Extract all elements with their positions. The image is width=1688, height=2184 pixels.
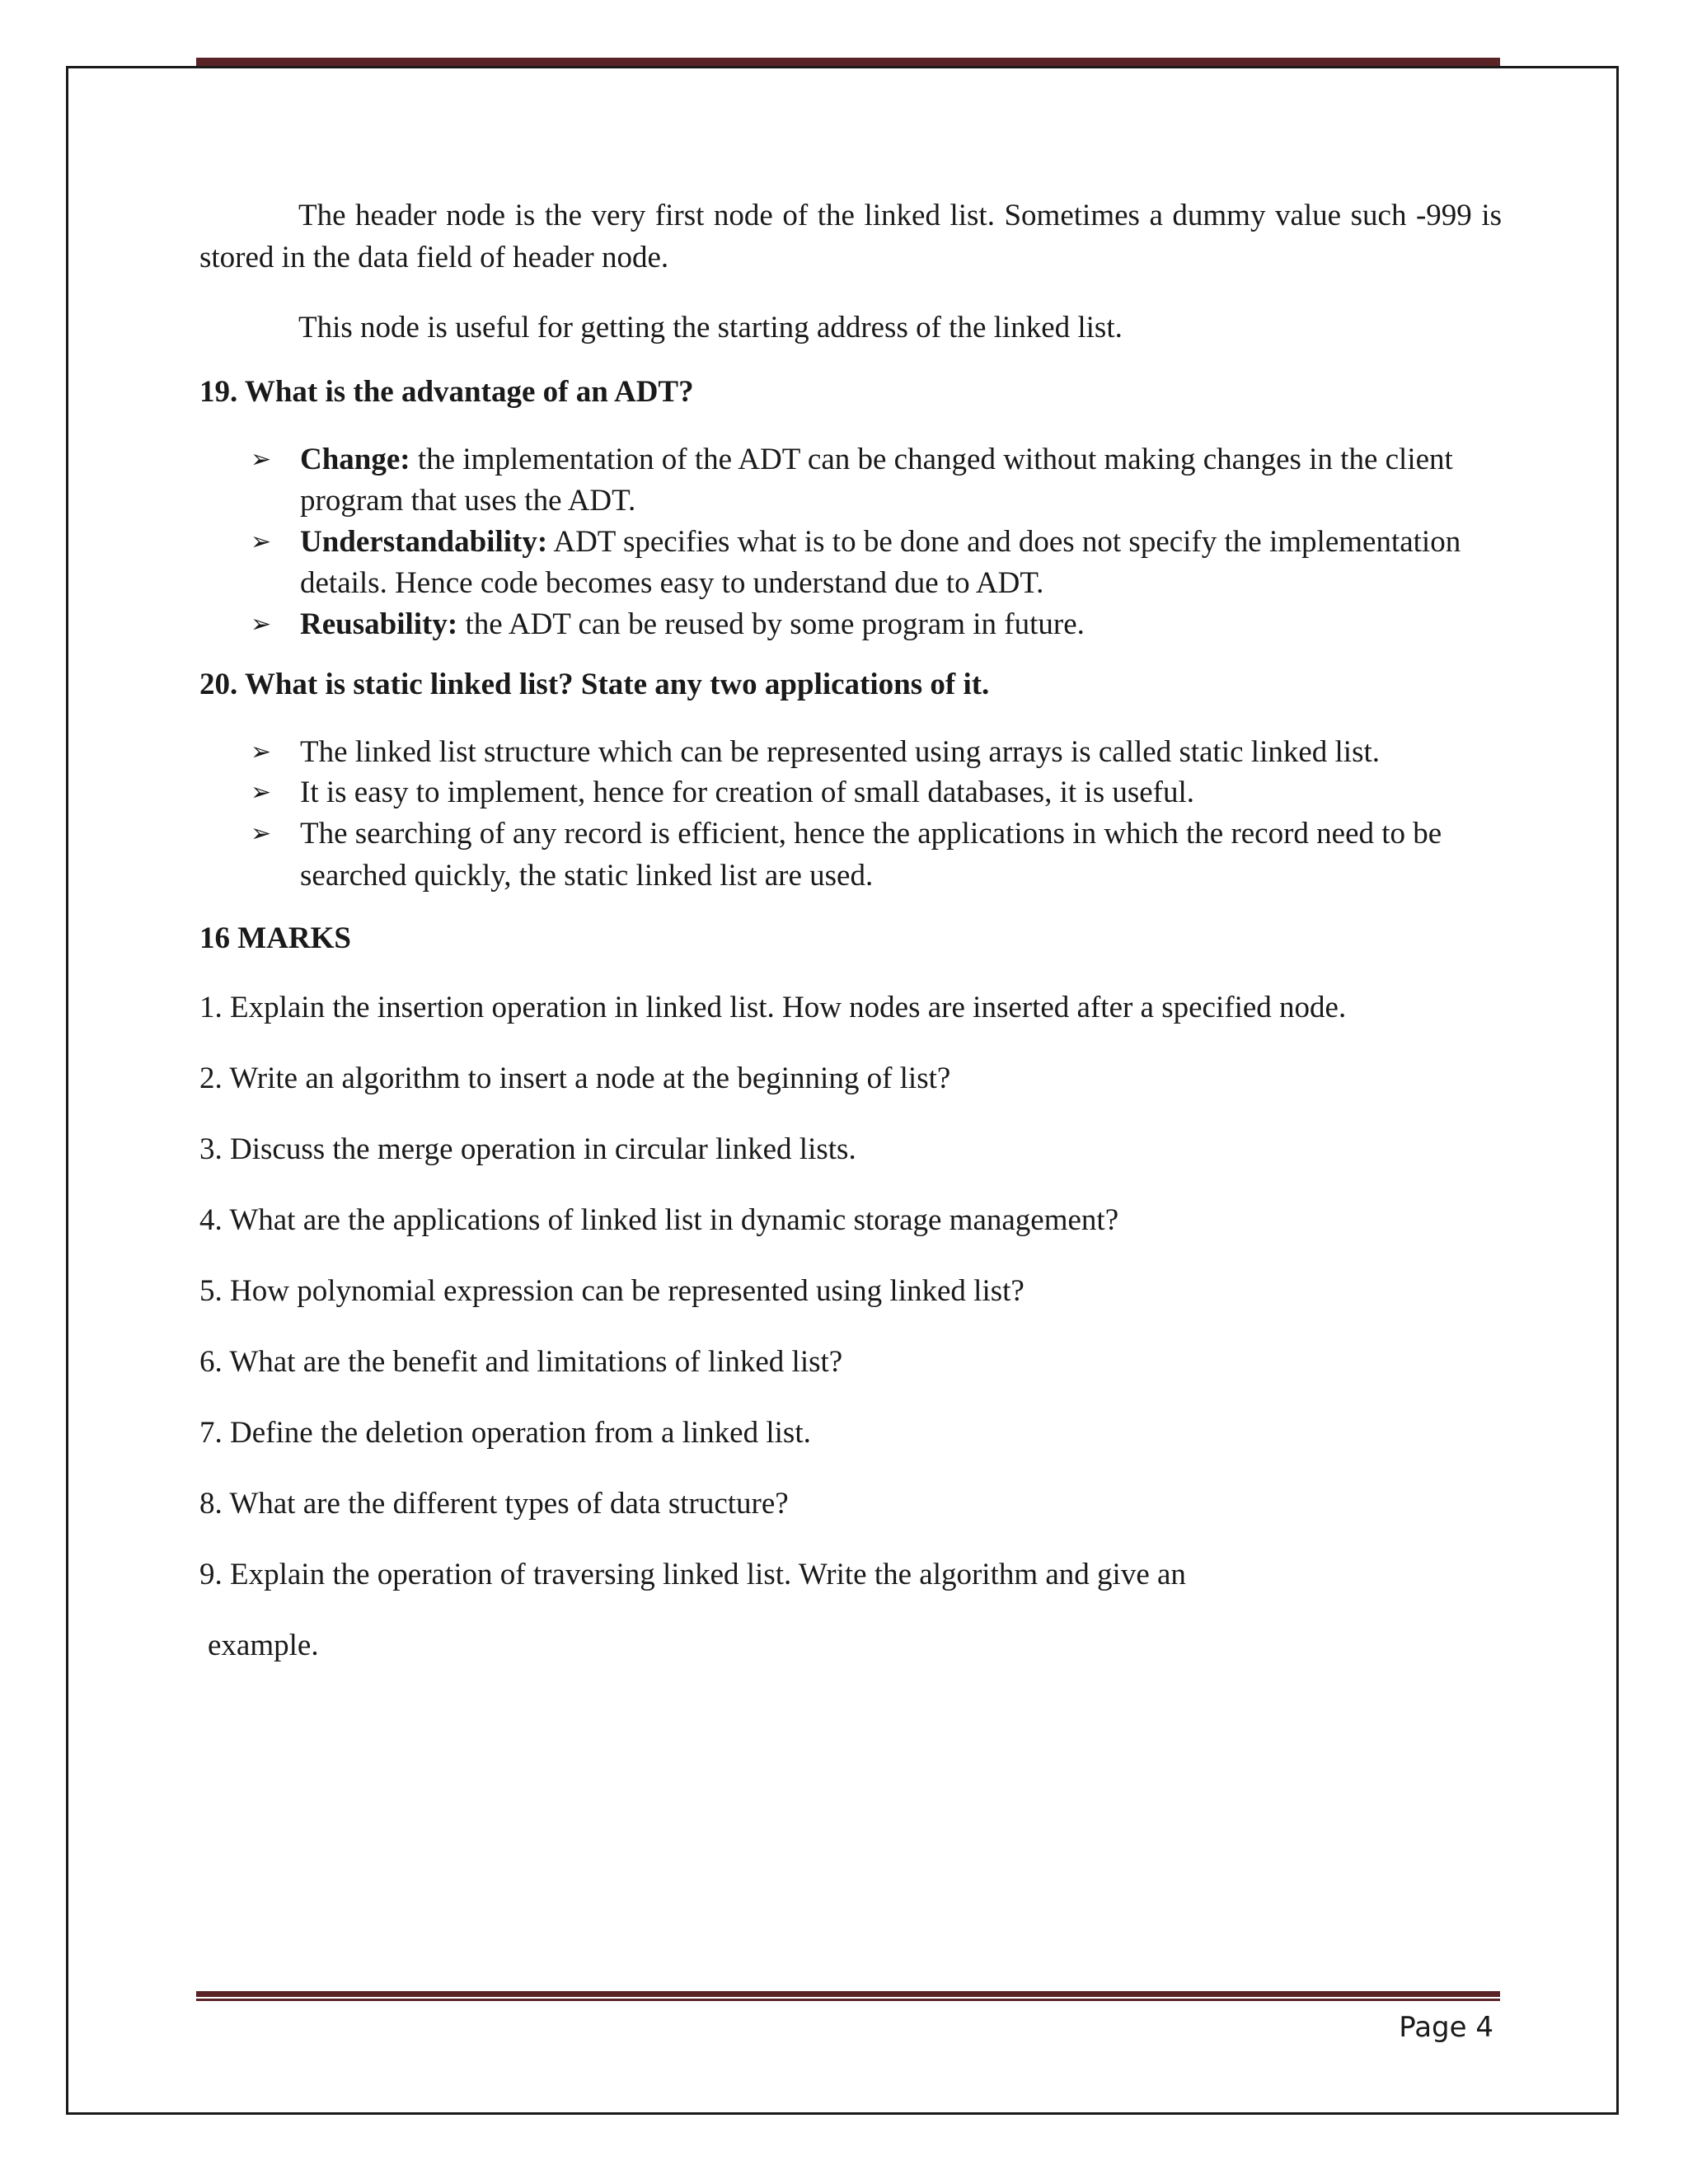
list-item: 2. Write an algorithm to insert a node at the beginning of list?	[199, 1062, 951, 1095]
bullet-text: the ADT can be reused by some program in future.	[457, 607, 1085, 641]
list-item	[199, 439, 1502, 522]
header-rule	[196, 58, 1500, 66]
question-19-title: 19. What is the advantage of an ADT?	[199, 375, 694, 409]
list-item: 4. What are the applications of linked list in dynamic storage management?	[199, 1203, 1119, 1237]
bullet-term: Reusability:	[300, 607, 458, 641]
list-item: 7. Define the deletion operation from a linked list.	[199, 1416, 811, 1450]
list-item: 8. What are the different types of data structure?	[199, 1487, 789, 1521]
list-item: 5. How polynomial expression can be represented using linked list?	[199, 1274, 1025, 1308]
list-item	[199, 522, 1502, 604]
marks-question-list	[199, 987, 1502, 1666]
list-item	[199, 604, 1502, 645]
list-item: 6. What are the benefit and limitations of linked list?	[199, 1345, 843, 1379]
bullet-text: the implementation of the ADT can be changed without making changes in the client program that uses the ADT.	[300, 443, 1453, 518]
arrowhead-bullet-icon: ➢	[251, 527, 272, 556]
arrowhead-bullet-icon: ➢	[251, 819, 272, 848]
bullet-text: The searching of any record is efficient, hence the applications in which the record need to be searched quickly, the static linked list are used.	[300, 817, 1442, 893]
question-20-list	[199, 732, 1502, 897]
arrowhead-bullet-icon: ➢	[251, 445, 272, 474]
intro-paragraph-2: This node is useful for getting the starting address of the linked list.	[298, 311, 1123, 344]
page-number: Page 4	[1399, 2011, 1493, 2044]
bullet-text: It is easy to implement, hence for creation of small databases, it is useful.	[300, 776, 1195, 809]
arrowhead-bullet-icon: ➢	[251, 778, 272, 807]
list-item: 9. Explain the operation of traversing linked list. Write the algorithm and give an	[199, 1558, 1186, 1591]
arrowhead-bullet-icon: ➢	[251, 610, 272, 639]
footer-rule	[196, 1991, 1500, 2001]
arrowhead-bullet-icon: ➢	[251, 738, 272, 766]
bullet-text: ADT specifies what is to be done and does not specify the implementation details. Hence code becomes easy to understand due to ADT.	[300, 525, 1461, 600]
list-item	[199, 813, 1502, 897]
list-item	[199, 772, 1502, 813]
bullet-text: The linked list structure which can be represented using arrays is called static linked list.	[300, 735, 1381, 769]
bullet-term: Change:	[300, 443, 410, 476]
list-item	[199, 732, 1502, 772]
list-item: 1. Explain the insertion operation in linked list. How nodes are inserted after a specified node.	[199, 991, 1347, 1024]
list-item: example.	[208, 1629, 319, 1662]
bullet-term: Understandability:	[300, 525, 548, 559]
section-heading-16-marks: 16 MARKS	[199, 921, 351, 955]
question-19-list	[199, 439, 1502, 645]
document-body	[199, 194, 1502, 1666]
question-20-title: 20. What is static linked list? State any two applications of it.	[199, 668, 990, 701]
intro-paragraph-1: The header node is the very first node of the linked list. Sometimes a dummy value such -999 is stored in the data field of header node.	[199, 199, 1502, 274]
list-item: 3. Discuss the merge operation in circular linked lists.	[199, 1132, 856, 1166]
